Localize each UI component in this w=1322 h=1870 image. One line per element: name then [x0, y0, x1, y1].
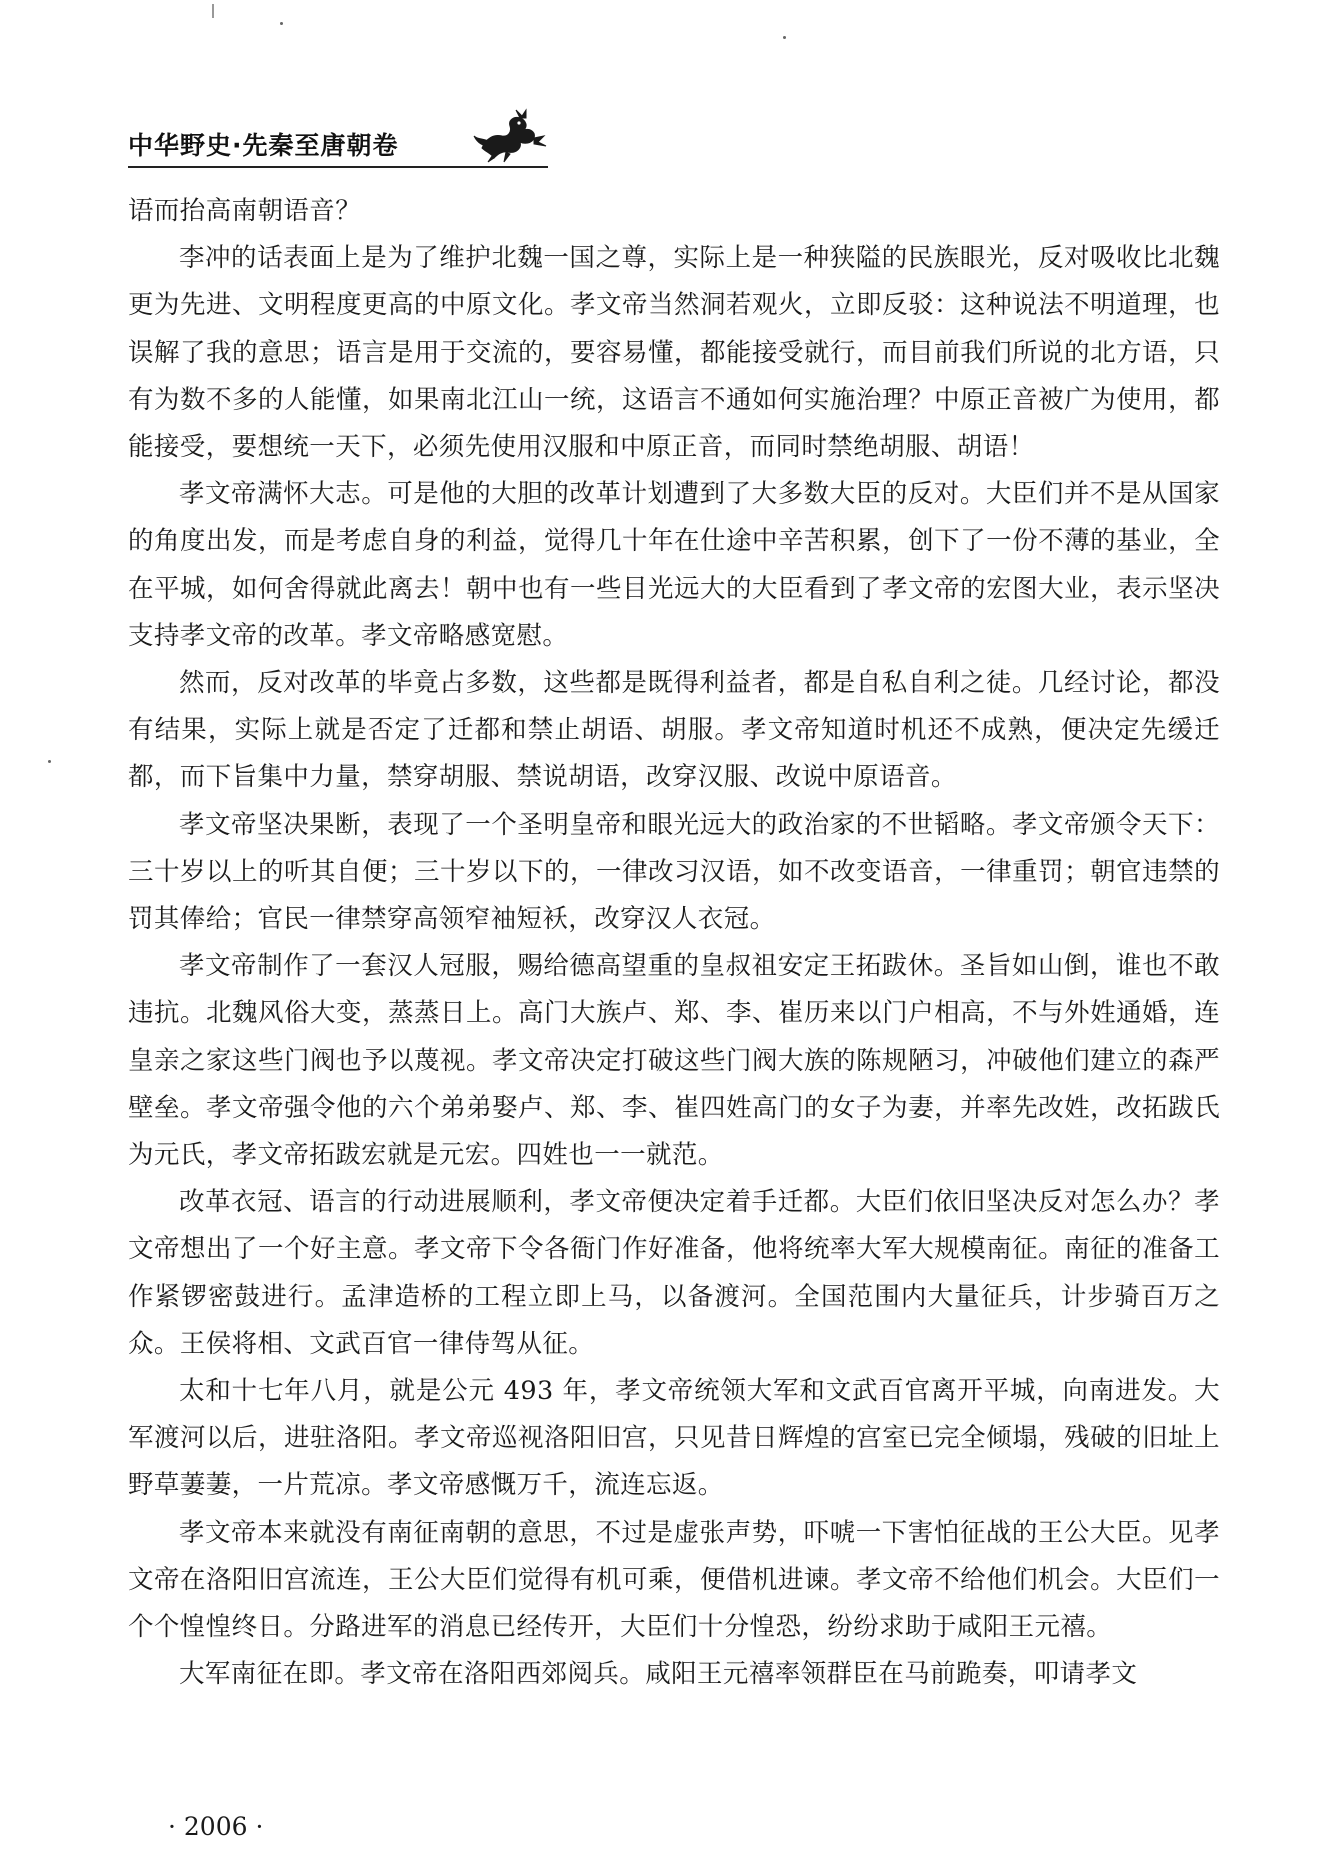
paragraph: 孝文帝坚决果断，表现了一个圣明皇帝和眼光远大的政治家的不世韬略。孝文帝颁令天下：三十岁以上的听其自便；三十岁以下的，一律改习汉语，如不改变语音，一律重罚；朝官违禁的罚其俸给；官民一律禁穿高领窄袖短袄，改穿汉人衣冠。: [128, 809, 1220, 935]
header-rule: [128, 166, 548, 168]
scan-speck: [280, 22, 283, 25]
scan-speck: [212, 4, 214, 18]
book-title: 中华野史·先秦至唐朝卷: [128, 131, 399, 160]
paragraph: 李冲的话表面上是为了维护北魏一国之尊，实际上是一种狭隘的民族眼光，反对吸收比北魏更为先进、文明程度更高的中原文化。孝文帝当然洞若观火，立即反驳：这种说法不明道理，也误解了我的意思；语言是用于交流的，要容易懂，都能接受就行，而目前我们所说的北方语，只有为数不多的人能懂，如果南北江山一统，这语言不通如何实施治理？中原正音被广为使用，都能接受，要想统一天下，必须先使用汉服和中原正音，而同时禁绝胡服、胡语！: [128, 243, 1220, 463]
paragraph: 孝文帝满怀大志。可是他的大胆的改革计划遭到了大多数大臣的反对。大臣们并不是从国家的角度出发，而是考虑自身的利益，觉得几十年在仕途中辛苦积累，创下了一份不薄的基业，全在平城，如何舍得就此离去！朝中也有一些目光远大的大臣看到了孝文帝的宏图大业，表示坚决支持孝文帝的改革。孝文帝略感宽慰。: [128, 479, 1220, 651]
paragraph: 大军南征在即。孝文帝在洛阳西郊阅兵。咸阳王元禧率领群臣在马前跪奏，叩请孝文: [179, 1659, 1138, 1690]
paragraph: 改革衣冠、语言的行动进展顺利，孝文帝便决定着手迁都。大臣们依旧坚决反对怎么办？孝文帝想出了一个好主意。孝文帝下令各衙门作好准备，他将统率大军大规模南征。南征的准备工作紧锣密鼓进行。孟津造桥的工程立即上马，以备渡河。全国范围内大量征兵，计步骑百万之众。王侯将相、文武百官一律侍驾从征。: [128, 1187, 1220, 1359]
scan-speck: [48, 760, 51, 763]
scan-speck: [783, 36, 786, 39]
paragraph: 语而抬高南朝语音？: [128, 196, 362, 226]
body-text: [128, 188, 1220, 1699]
page-number: · 2006 ·: [168, 1812, 264, 1841]
paragraph: 太和十七年八月，就是公元 493 年，孝文帝统领大军和文武百官离开平城，向南进发。大军渡河以后，进驻洛阳。孝文帝巡视洛阳旧宫，只见昔日辉煌的宫室已完全倾塌，残破的旧址上野草萋萋，一片荒凉。孝文帝感慨万千，流连忘返。: [128, 1376, 1220, 1501]
dragon-emblem-icon: [470, 108, 550, 164]
running-header: [128, 108, 548, 168]
paragraph: 孝文帝本来就没有南征南朝的意思，不过是虚张声势，吓唬一下害怕征战的王公大臣。见孝文帝在洛阳旧宫流连，王公大臣们觉得有机可乘，便借机进谏。孝文帝不给他们机会。大臣们一个个惶惶终日。分路进军的消息已经传开，大臣们十分惶恐，纷纷求助于咸阳王元禧。: [128, 1517, 1220, 1643]
paragraph: 然而，反对改革的毕竟占多数，这些都是既得利益者，都是自私自利之徒。几经讨论，都没有结果，实际上就是否定了迁都和禁止胡语、胡服。孝文帝知道时机还不成熟，便决定先缓迁都，而下旨集中力量，禁穿胡服、禁说胡语，改穿汉服、改说中原语音。: [128, 668, 1220, 793]
paragraph: 孝文帝制作了一套汉人冠服，赐给德高望重的皇叔祖安定王拓跋休。圣旨如山倒，谁也不敢违抗。北魏风俗大变，蒸蒸日上。高门大族卢、郑、李、崔历来以门户相高，不与外姓通婚，连皇亲之家这些门阀也予以蔑视。孝文帝决定打破这些门阀大族的陈规陋习，冲破他们建立的森严壁垒。孝文帝强令他的六个弟弟娶卢、郑、李、崔四姓高门的女子为妻，并率先改姓，改拓跋氏为元氏，孝文帝拓跋宏就是元宏。四姓也一一就范。: [128, 951, 1220, 1171]
